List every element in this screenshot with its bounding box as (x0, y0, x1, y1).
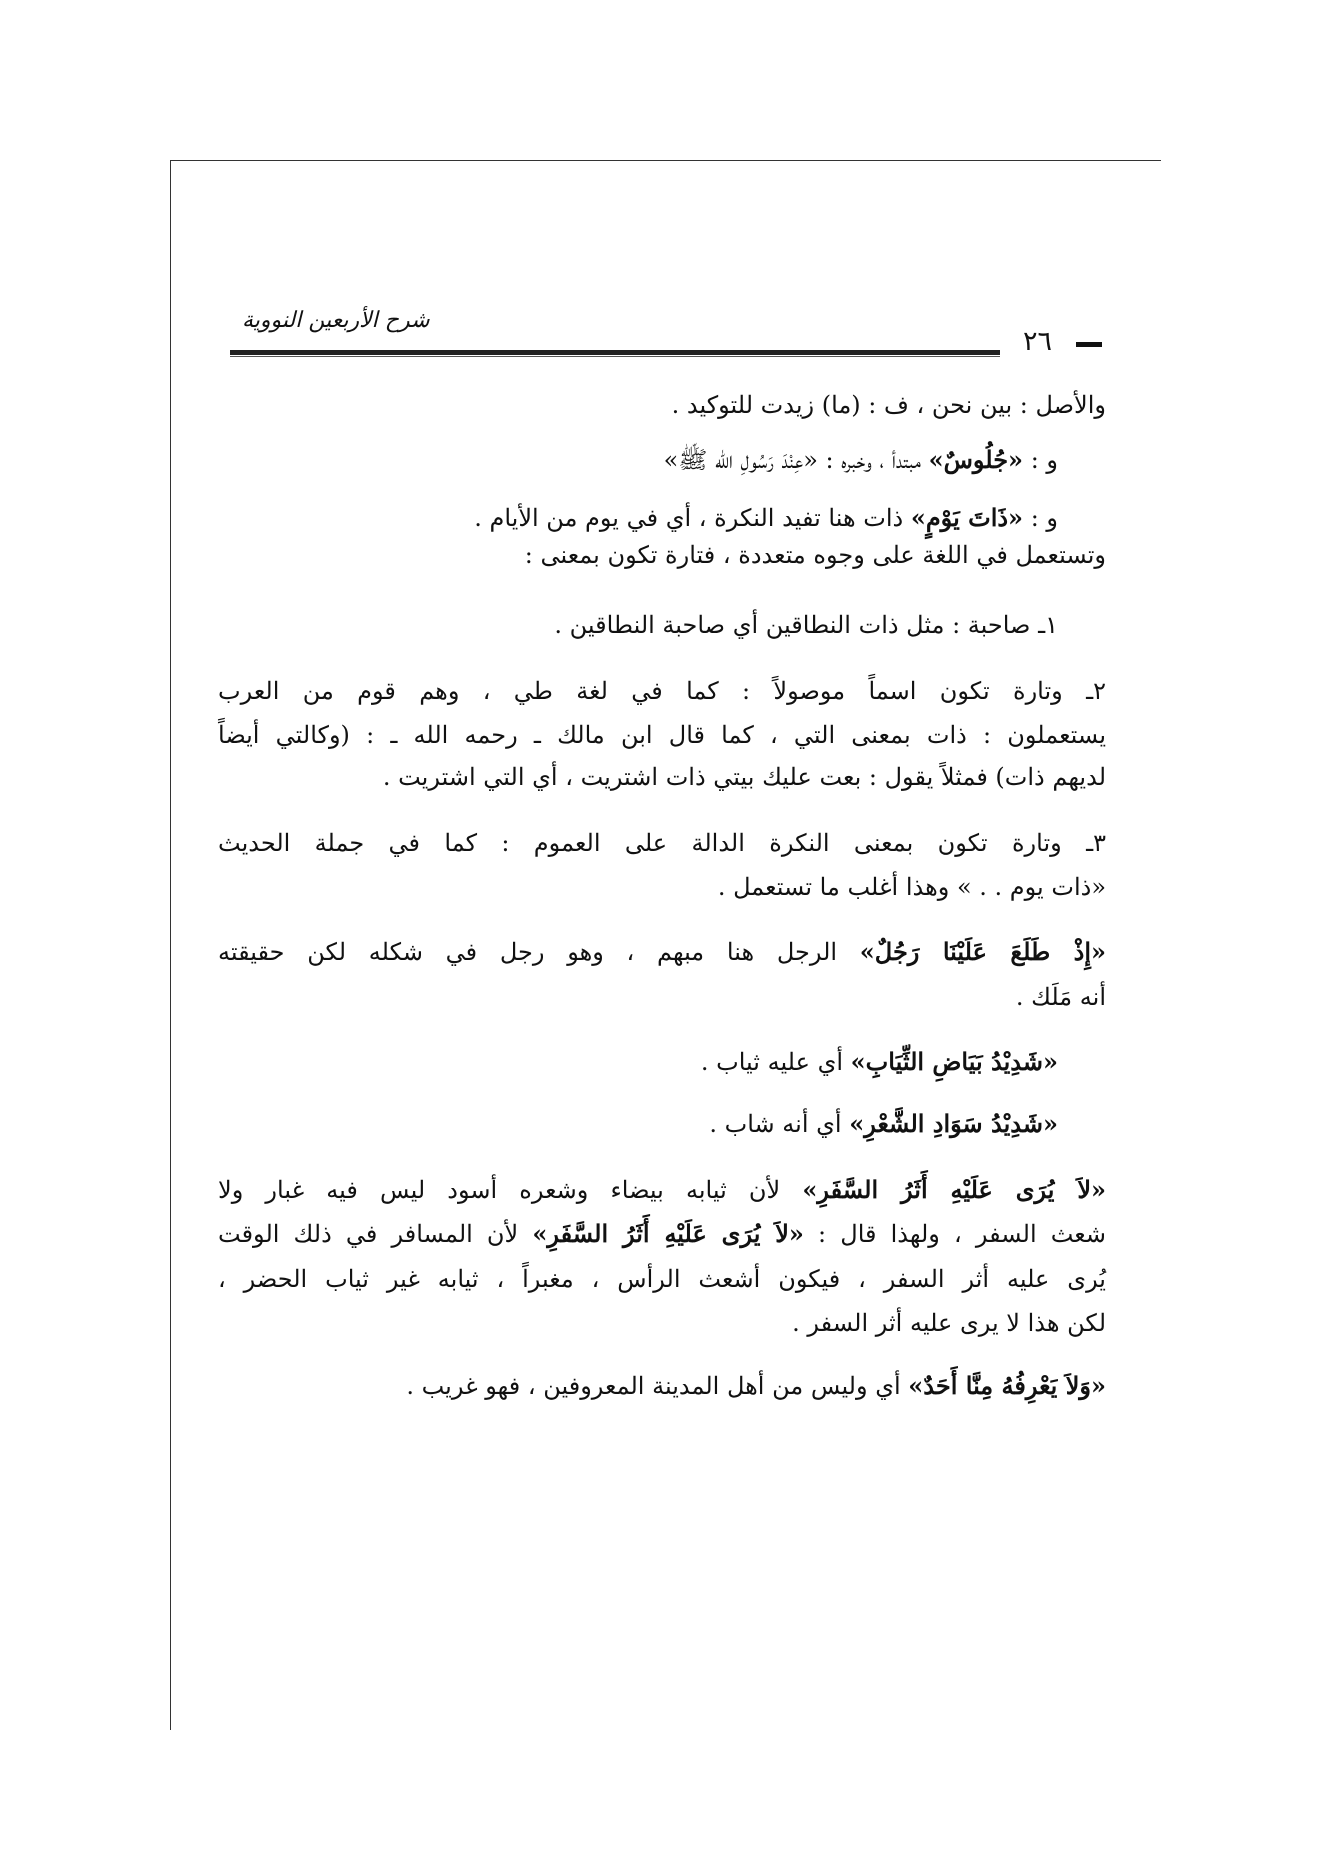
page-number-mark (1076, 342, 1102, 347)
text-line (474, 502, 1058, 534)
text-line (709, 1108, 1058, 1140)
text-line (792, 1308, 1106, 1339)
hadith-quote: «ذَاتَ يَوْمٍ» (910, 503, 1024, 532)
line-text: ١ـ صاحبة : مثل ذات النطاقين أي صاحبة النطاقين . (554, 611, 1058, 639)
line-text: لديهم ذات) فمثلاً يقول : بعت عليك بيتي ذات اشتريت ، أي التي اشتريت . (382, 763, 1106, 791)
text-line (1016, 982, 1106, 1013)
header-rule (230, 350, 1000, 355)
text-line (218, 1218, 1106, 1250)
text-line (701, 1046, 1058, 1078)
hadith-quote: «جُلُوسٌ» (928, 445, 1024, 474)
line-text: لكن هذا لا يرى عليه أثر السفر . (792, 1309, 1106, 1337)
text-line (218, 720, 1106, 751)
line-prefix: و : (1023, 504, 1058, 532)
text-line (664, 444, 1058, 476)
hadith-quote: «شَدِيْدُ بَيَاضِ الثِّيَابِ» (850, 1047, 1058, 1076)
line-text: الرجل هنا مبهم ، وهو رجل في شكله لكن حقيقته (218, 938, 860, 966)
line-text: ٣ـ وتارة تكون بمعنى النكرة الدالة على العموم : كما في جملة الحديث (218, 829, 1106, 857)
line-prefix: و : (1023, 446, 1058, 474)
line-text: يستعملون : ذات بمعنى التي ، كما قال ابن مالك ـ رحمه الله ـ : (وكالتي أيضاً (218, 721, 1106, 749)
header-rule-thin (230, 356, 1000, 357)
line-text: أي وليس من أهل المدينة المعروفين ، فهو غريب . (406, 1372, 909, 1400)
page-frame-top-rule (170, 160, 1161, 161)
hadith-quote: «وَلاَ يَعْرِفُهُ مِنَّا أَحَدٌ» (908, 1371, 1106, 1400)
text-line (383, 762, 1106, 793)
text-line (218, 936, 1106, 968)
page-number: ٢٦ (1022, 326, 1052, 357)
line-text: ذات هنا تفيد النكرة ، أي في يوم من الأيام . (474, 504, 911, 532)
line-text: أي أنه شاب . (709, 1110, 850, 1138)
running-header-title: شرح الأربعين النووية (242, 308, 430, 333)
page-frame-left-rule (170, 160, 171, 1730)
text-line (218, 1264, 1106, 1295)
line-text: يُرى عليه أثر السفر ، فيكون أشعث الرأس ، مغبراً ، ثيابه غير ثياب الحضر ، (218, 1265, 1106, 1293)
hadith-quote: «لاَ يُرَى عَلَيْهِ أَثَرُ السَّفَرِ» (802, 1175, 1107, 1204)
line-text: أي عليه ثياب . (700, 1048, 851, 1076)
line-text: لأن المسافر في ذلك الوقت (218, 1220, 533, 1248)
line-text: والأصل : بين نحن ، ف : (ما) زيدت للتوكيد . (671, 391, 1106, 419)
line-text: مبتدأ ، وخبره : «عِنْدَ رَسُولِ الله ﷺ» (663, 446, 929, 474)
line-text: «ذات يوم . . » وهذا أغلب ما تستعمل . (717, 873, 1106, 901)
hadith-quote: «لاَ يُرَى عَلَيْهِ أَثَرُ السَّفَرِ» (532, 1219, 804, 1248)
text-line (718, 872, 1106, 903)
line-prefix: شعث السفر ، ولهذا قال : (803, 1220, 1106, 1248)
text-line (218, 1174, 1106, 1206)
line-text: لأن ثيابه بيضاء وشعره أسود ليس فيه غبار ولا (218, 1176, 803, 1204)
hadith-quote: «شَدِيْدُ سَوَادِ الشَّعْرِ» (849, 1109, 1058, 1138)
text-line (525, 540, 1106, 571)
line-text: وتستعمل في اللغة على وجوه متعددة ، فتارة تكون بمعنى : (524, 541, 1106, 569)
running-header (230, 308, 1110, 358)
line-text: ٢ـ وتارة تكون اسماً موصولاً : كما في لغة طي ، وهم قوم من العرب (218, 677, 1106, 705)
text-line (218, 828, 1106, 859)
text-line (406, 1370, 1106, 1402)
list-item-text (554, 610, 1058, 641)
text-line (218, 676, 1106, 707)
line-text: أنه مَلَك . (1015, 983, 1106, 1011)
hadith-quote: «إِذْ طَلَعَ عَلَيْنَا رَجُلٌ» (859, 937, 1106, 966)
text-line (672, 390, 1106, 421)
